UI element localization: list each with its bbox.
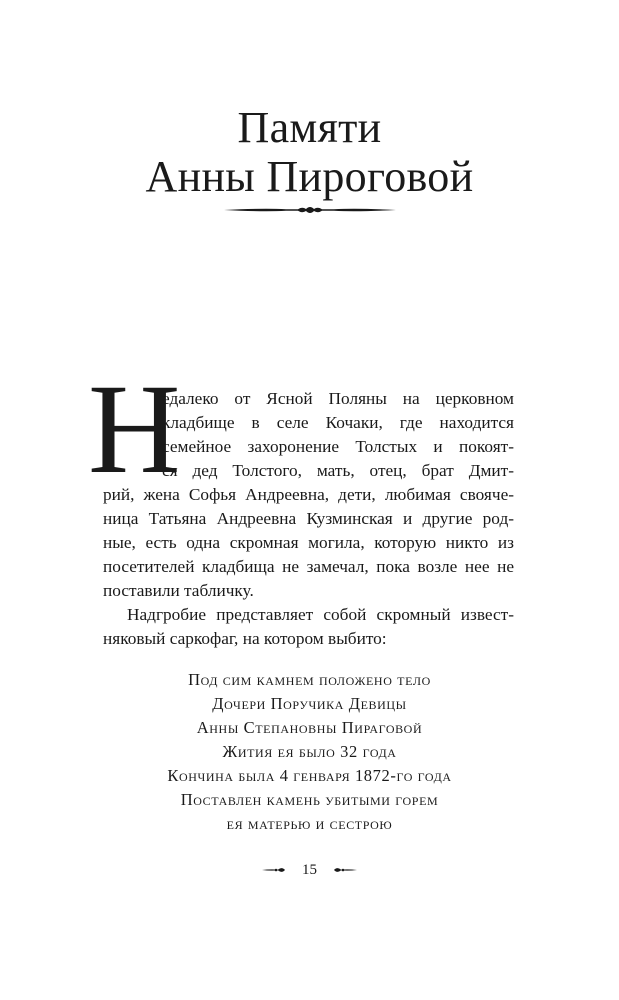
paragraph-line: Надгробие представляет собой скромный извест-: [127, 605, 514, 624]
paragraph-line: рий, жена Софья Андреевна, дети, любимая свояче-: [103, 485, 514, 504]
paragraph-line: няковый саркофаг, на котором выбито:: [103, 629, 387, 648]
inscription-line: Под сим камнем положено тело: [188, 670, 431, 689]
paragraph-line: кладбище в селе Кочаки, где находится: [162, 413, 514, 432]
paragraph-line: ница Татьяна Андреевна Кузминская и другие род-: [103, 509, 514, 528]
title-ornament-divider: [222, 203, 398, 217]
inscription-line: ея матерью и сестрою: [226, 814, 393, 833]
inscription-line: Кончина была 4 генваря 1872-го года: [167, 766, 452, 785]
chapter-title-line-1: Памяти: [237, 103, 382, 152]
inscription-line: Анны Степановны Пираговой: [196, 718, 423, 737]
paragraph-line: ся дед Толстого, мать, отец, брат Дмит-: [162, 461, 514, 480]
paragraph-line: поставили табличку.: [103, 581, 254, 600]
inscription-line: Дочери Поручика Девицы: [212, 694, 407, 713]
paragraph-line: семейное захоронение Толстых и покоят-: [162, 437, 514, 456]
paragraph-line: едалеко от Ясной Поляны на церковном: [162, 389, 514, 408]
inscription-line: Жития ея было 32 года: [222, 742, 397, 761]
paragraph-line: ные, есть одна скромная могила, которую никто из: [103, 533, 514, 552]
drop-cap: Н: [88, 358, 181, 500]
paragraph-line: посетителей кладбища не замечал, пока возле нее не: [103, 557, 514, 576]
page-number: 15: [302, 862, 317, 878]
inscription-line: Поставлен камень убитыми горем: [180, 790, 439, 809]
chapter-title-line-2: Анны Пироговой: [145, 152, 474, 201]
